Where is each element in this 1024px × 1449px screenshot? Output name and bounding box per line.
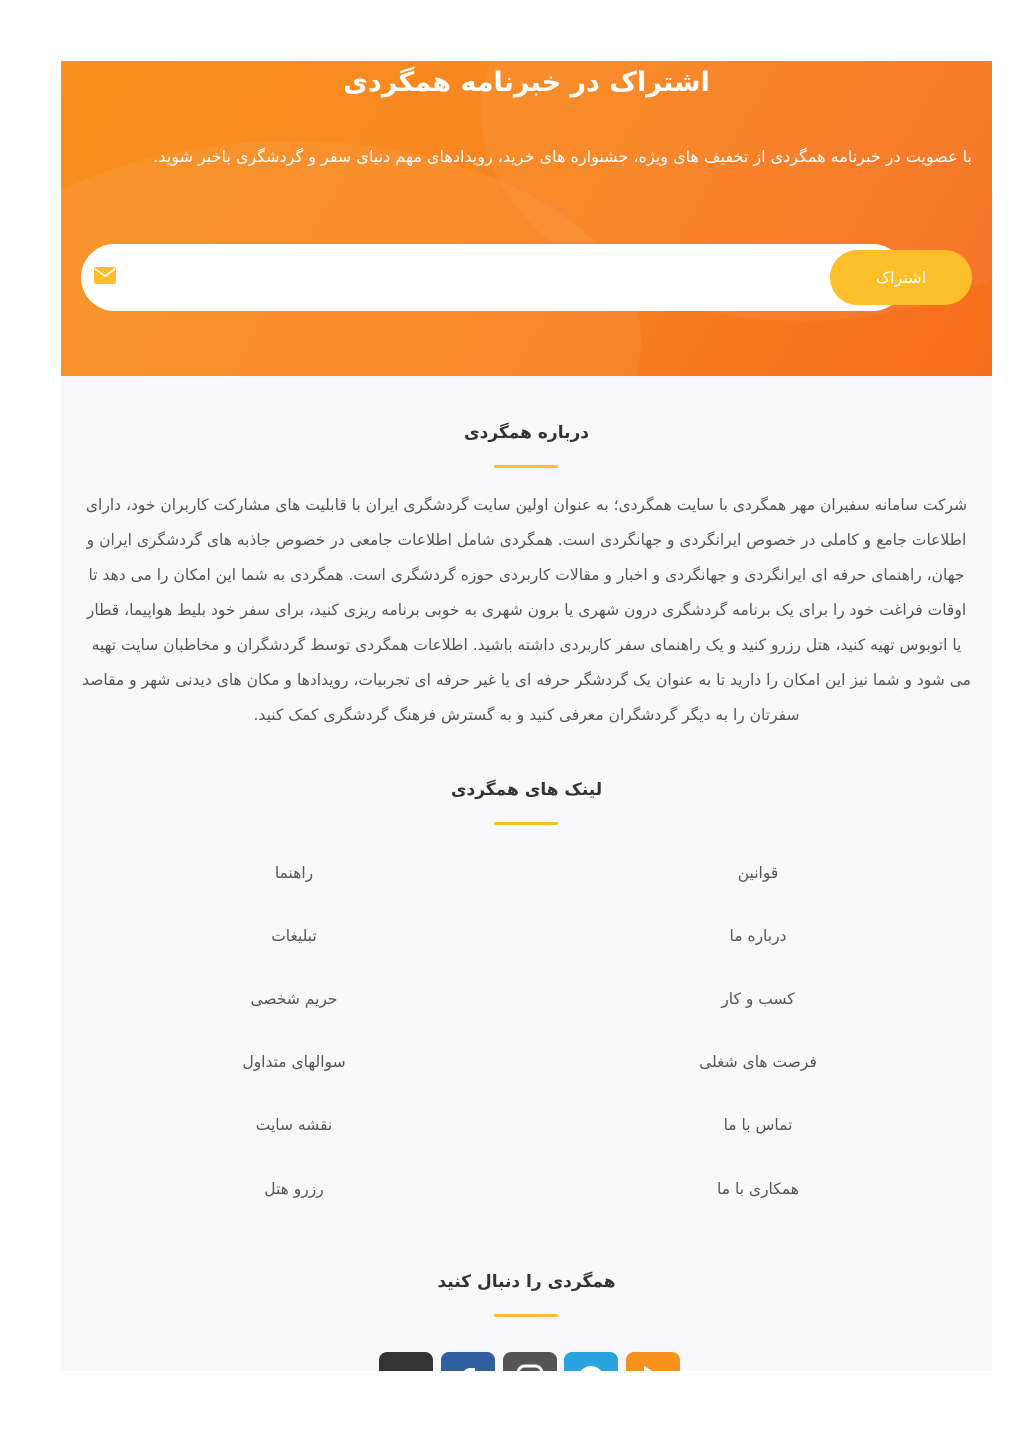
link-sitemap[interactable]: نقشه سایت [255, 1116, 333, 1134]
follow-title-underline [494, 1314, 558, 1317]
link-about-us[interactable]: درباره ما [729, 927, 787, 945]
links-title: لینک های همگردی [450, 780, 603, 800]
facebook-icon[interactable] [441, 1352, 495, 1371]
link-rules[interactable]: قوانین [737, 864, 779, 882]
x-icon[interactable] [379, 1352, 433, 1371]
link-hotel-booking[interactable]: رزرو هتل [264, 1180, 324, 1198]
newsletter-title: اشتراک در خبرنامه همگردی [343, 67, 710, 98]
link-contact[interactable]: تماس با ما [723, 1116, 793, 1134]
links-grid [61, 856, 992, 1216]
envelope-icon [94, 267, 116, 284]
link-jobs[interactable]: فرصت های شغلی [699, 1053, 817, 1071]
newsletter-section [61, 61, 992, 376]
telegram-icon[interactable] [564, 1352, 618, 1371]
about-title: درباره همگردی [464, 423, 589, 443]
footer-page [61, 61, 992, 1371]
email-input[interactable] [81, 244, 906, 311]
link-business[interactable]: کسب و کار [721, 990, 795, 1008]
link-ads[interactable]: تبلیغات [271, 927, 317, 945]
rss-icon[interactable] [626, 1352, 680, 1371]
newsletter-form [81, 244, 971, 311]
instagram-icon[interactable] [503, 1352, 557, 1371]
link-faq[interactable]: سوالهای متداول [242, 1053, 346, 1071]
links-title-underline [494, 822, 558, 825]
about-text: شرکت سامانه سفیران مهر همگردی با سایت همگردی؛ به عنوان اولین سایت گردشگری ایران با قابلیت های مشارکت کاربران خود، دارای اطلاعات جامع و کاملی در خصوص ایرانگردی و جهانگردی است. همگردی شامل اطلاعات جامعی در خصوص جاذبه های گردشگری ایران و جهان، راهنمای حرفه ای ایرانگردی و جهانگردی و اخبار و مقالات کاربردی حوزه گردشگری است. همگردی به شما این امکان را می دهد تا اوقات فراغت خود را برای یک برنامه گردشگری درون شهری یا برون شهری به خوبی برنامه ریزی کنید، برای سفر خود بلیط هواپیما، قطار یا اتوبوس تهیه کنید، هتل رزرو کنید و یک راهنمای سفر کاربردی داشته باشید. اطلاعات همگردی توسط گردشگران و مخاطبان سایت تهیه می شود و شما نیز این امکان را دارید تا به عنوان یک گردشگر حرفه ای یا غیر حرفه ای تجربیات، رویدادها و مکان های دیدنی شهر و مقاصد سفرتان را به دیگر گردشگران معرفی کنید و به گسترش فرهنگ گردشگری کمک کنید. [82, 496, 971, 724]
follow-title: همگردی را دنبال کنید [437, 1272, 616, 1292]
newsletter-description: با عضویت در خبرنامه همگردی از تخفیف های ویژه، جشنواره های خرید، رویدادهای مهم دنیای سفر و گردشگری باخبر شوید. [153, 147, 972, 166]
link-guide[interactable]: راهنما [274, 864, 314, 882]
link-cooperation[interactable]: همکاری با ما [717, 1180, 799, 1198]
link-privacy[interactable]: حریم شخصی [250, 990, 338, 1008]
about-title-underline [494, 465, 558, 468]
subscribe-button[interactable]: اشتراک [830, 250, 972, 305]
